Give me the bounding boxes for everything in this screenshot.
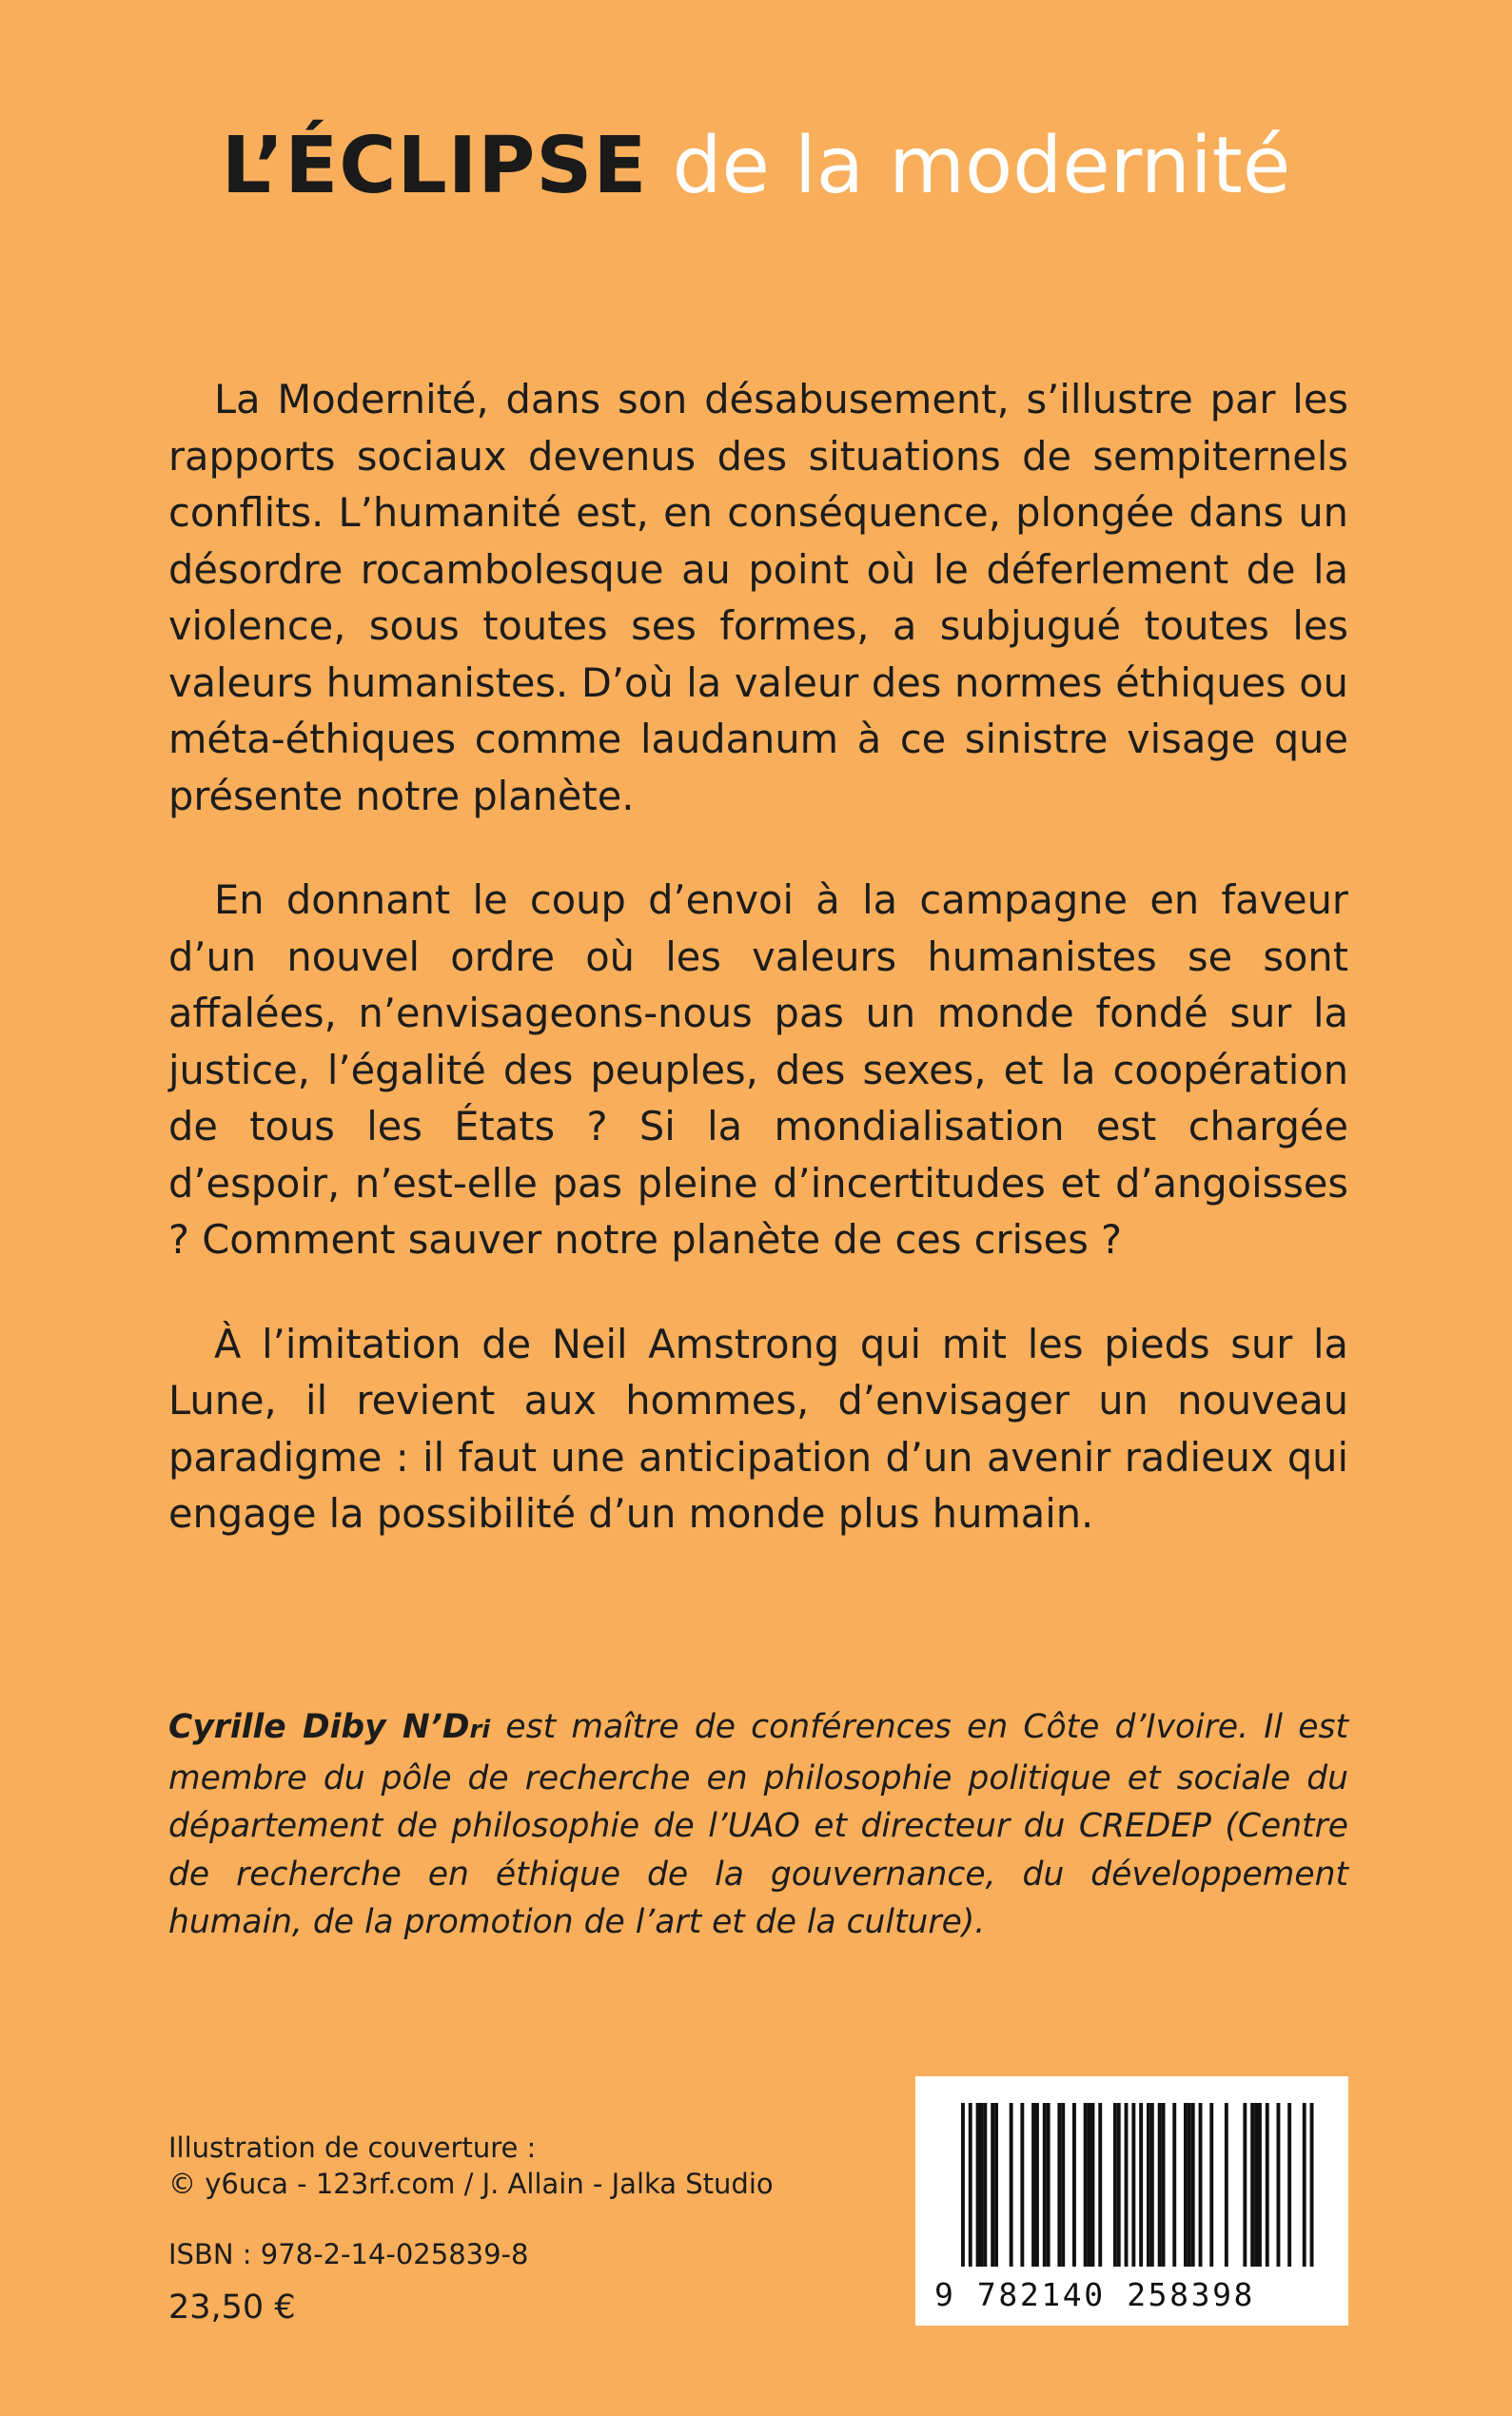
barcode-bar bbox=[1277, 2103, 1281, 2267]
isbn: ISBN : 978-2-14-025839-8 bbox=[168, 2238, 529, 2270]
barcode-bar bbox=[1035, 2103, 1039, 2267]
barcode-bar bbox=[1057, 2103, 1061, 2267]
barcode-bar bbox=[1088, 2103, 1091, 2267]
barcode-bar bbox=[1209, 2103, 1213, 2267]
price: 23,50 € bbox=[168, 2288, 296, 2327]
author-bio-text: est maître de conférences en Côte d’Ivoire. Il est membre du pôle de recherche en philosophie politique et sociale du département de philosophie de l’UAO et directeur du CREDEP (Centre de recherche en éthique de la gouvernance, du développement humain, de la promotion de l’art et de la culture). bbox=[168, 1708, 1348, 1941]
barcode-bar bbox=[1250, 2103, 1254, 2267]
blurb bbox=[168, 371, 1348, 1590]
barcode-bar bbox=[969, 2103, 972, 2267]
barcode-bar bbox=[1098, 2103, 1102, 2267]
credits-label: Illustration de couverture : bbox=[168, 2131, 537, 2164]
barcode-bar bbox=[1010, 2103, 1013, 2267]
barcode-bar bbox=[1162, 2103, 1166, 2267]
barcode-bar bbox=[1117, 2103, 1121, 2267]
barcode-bar bbox=[1139, 2103, 1143, 2267]
barcode-bar bbox=[1031, 2103, 1035, 2267]
barcode-bar bbox=[1243, 2103, 1247, 2267]
barcode-bar bbox=[976, 2103, 980, 2267]
barcode bbox=[915, 2076, 1348, 2326]
barcode-bar bbox=[1225, 2103, 1228, 2267]
barcode-bar bbox=[1043, 2103, 1047, 2267]
barcode-bar bbox=[1188, 2103, 1191, 2267]
barcode-bar bbox=[1191, 2103, 1195, 2267]
blurb-paragraph-2: En donnant le coup d’envoi à la campagne en faveur d’un nouvel ordre où les valeurs humanistes se sont affalées, n’envisageons-nous pas un monde fondé sur la justice, l’égalité des peuples, des sexes, et la coopération de tous les États ? Si la mondialisation est chargée d’espoir, n’est-elle pas pleine d’incertitudes et d’angoisses ? Comment sauver notre planète de ces crises ? bbox=[168, 876, 1348, 1263]
barcode-bar bbox=[1158, 2103, 1162, 2267]
blurb-paragraph-1: La Modernité, dans son désabusement, s’illustre par les rapports sociaux devenus des situations de sempiternels conflits. L’humanité est, en conséquence, plongée dans un désordre rocambolesque au point où le déferlement de la violence, sous toutes ses formes, a subjugué toutes les valeurs humanistes. D’où la valeur des normes éthiques ou méta-éthiques comme laudanum à ce sinistre visage que présente notre planète. bbox=[168, 376, 1348, 819]
barcode-bar bbox=[1310, 2103, 1314, 2267]
cover-credits bbox=[168, 2130, 774, 2202]
barcode-bar bbox=[1303, 2103, 1306, 2267]
barcode-bars bbox=[915, 2076, 1348, 2281]
author-name bbox=[168, 1708, 490, 1746]
book-title bbox=[0, 121, 1512, 211]
barcode-bar bbox=[1258, 2103, 1262, 2267]
author-name-smallcaps: ri bbox=[469, 1716, 491, 1744]
title-light: de la modernité bbox=[672, 121, 1291, 211]
barcode-digits: 9 782140 258398 bbox=[934, 2276, 1256, 2313]
blurb-paragraph-3: À l’imitation de Neil Amstrong qui mit les pieds sur la Lune, il revient aux hommes, d’envisager un nouveau paradigme : il faut une anticipation d’un avenir radieux qui engage la possibilité d’un monde plus humain. bbox=[168, 1320, 1348, 1537]
barcode-bar bbox=[1072, 2103, 1076, 2267]
barcode-bar bbox=[1266, 2103, 1269, 2267]
barcode-bar bbox=[1147, 2103, 1150, 2267]
author-bio bbox=[168, 1703, 1348, 1947]
barcode-bar bbox=[1125, 2103, 1129, 2267]
barcode-bar bbox=[1172, 2103, 1176, 2267]
barcode-bar bbox=[1150, 2103, 1154, 2267]
barcode-bar bbox=[1113, 2103, 1117, 2267]
barcode-bar bbox=[1047, 2103, 1051, 2267]
author-name-main: Cyrille Diby N’D bbox=[168, 1708, 470, 1746]
barcode-bar bbox=[1084, 2103, 1088, 2267]
barcode-bar bbox=[994, 2103, 998, 2267]
barcode-bar bbox=[991, 2103, 994, 2267]
barcode-bar bbox=[1254, 2103, 1258, 2267]
title-strong: L’ÉCLIPSE bbox=[221, 121, 648, 211]
barcode-bar bbox=[1020, 2103, 1024, 2267]
barcode-bar bbox=[1061, 2103, 1065, 2267]
barcode-bar bbox=[983, 2103, 987, 2267]
barcode-bar bbox=[1184, 2103, 1188, 2267]
barcode-bar bbox=[1287, 2103, 1291, 2267]
barcode-bar bbox=[1091, 2103, 1095, 2267]
barcode-bar bbox=[980, 2103, 984, 2267]
barcode-bar bbox=[1131, 2103, 1135, 2267]
barcode-bar bbox=[1199, 2103, 1203, 2267]
credits-line: © y6uca - 123rf.com / J. Allain - Jalka Studio bbox=[168, 2168, 774, 2200]
barcode-bar bbox=[961, 2103, 965, 2267]
